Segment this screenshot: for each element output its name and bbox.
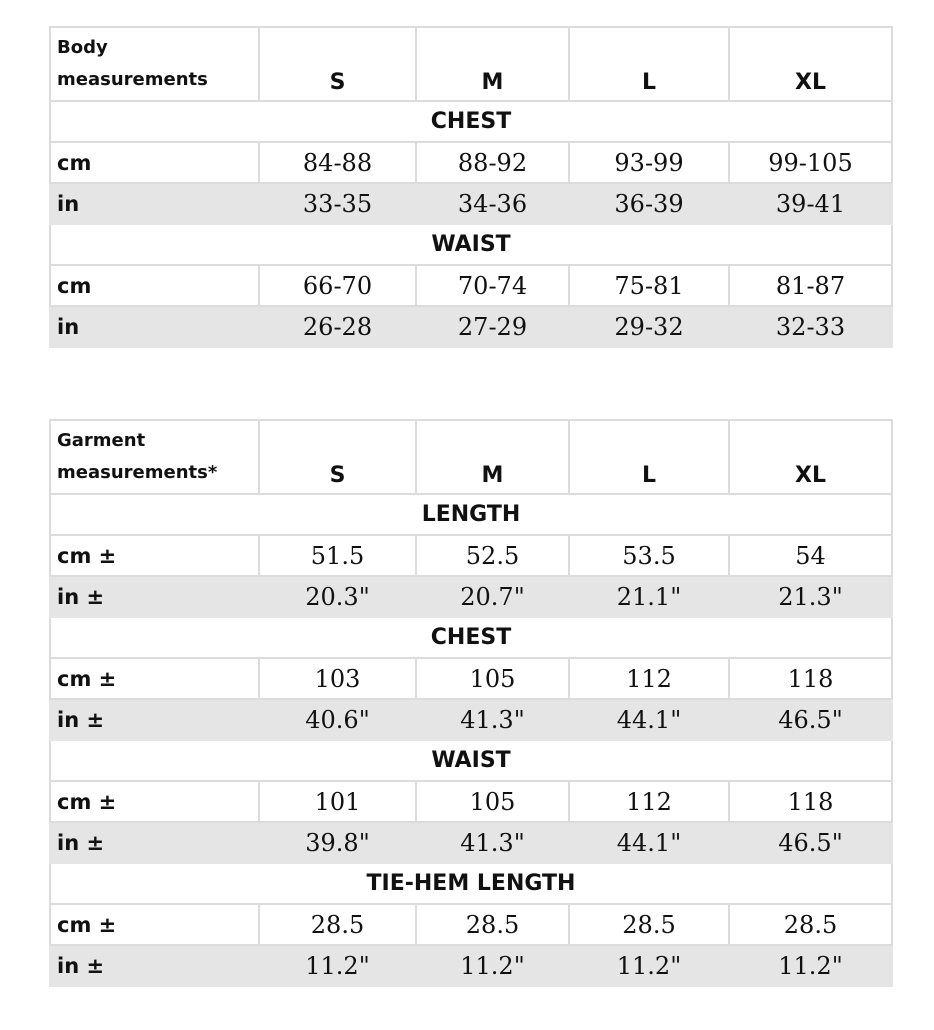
- value-cell: 84-88: [259, 142, 416, 183]
- value-cell: 34-36: [416, 183, 569, 224]
- size-header-s: S: [259, 420, 416, 494]
- size-header-m: M: [416, 27, 569, 101]
- size-header-xl: XL: [729, 27, 892, 101]
- value-cell: 21.3": [729, 576, 892, 617]
- table-row: [50, 822, 892, 863]
- value-cell: 93-99: [569, 142, 729, 183]
- value-cell: 51.5: [259, 535, 416, 576]
- value-cell: 27-29: [416, 306, 569, 347]
- value-cell: 41.3": [416, 822, 569, 863]
- table-row: [50, 535, 892, 576]
- value-cell: 36-39: [569, 183, 729, 224]
- value-cell: 53.5: [569, 535, 729, 576]
- unit-cell: in: [50, 306, 259, 347]
- unit-cell: cm: [50, 142, 259, 183]
- section-row: [50, 494, 892, 535]
- table-row: [50, 265, 892, 306]
- value-cell: 11.2": [729, 945, 892, 986]
- section-title-waist: WAIST: [50, 740, 892, 781]
- value-cell: 103: [259, 658, 416, 699]
- unit-cell: in ±: [50, 699, 259, 740]
- value-cell: 112: [569, 658, 729, 699]
- size-header-s: S: [259, 27, 416, 101]
- unit-cell: in ±: [50, 945, 259, 986]
- value-cell: 46.5": [729, 699, 892, 740]
- table-row: [50, 183, 892, 224]
- table-label-line2: measurements: [57, 69, 208, 90]
- table-row: [50, 781, 892, 822]
- section-title-waist: WAIST: [50, 224, 892, 265]
- unit-cell: in ±: [50, 822, 259, 863]
- value-cell: 11.2": [416, 945, 569, 986]
- value-cell: 105: [416, 658, 569, 699]
- table-label-cell: [50, 420, 259, 494]
- section-row: [50, 101, 892, 142]
- value-cell: 81-87: [729, 265, 892, 306]
- body-measurements-table: [49, 26, 893, 348]
- value-cell: 29-32: [569, 306, 729, 347]
- garment-measurements-table: [49, 419, 893, 987]
- value-cell: 21.1": [569, 576, 729, 617]
- section-row: [50, 617, 892, 658]
- value-cell: 112: [569, 781, 729, 822]
- size-header-m: M: [416, 420, 569, 494]
- value-cell: 88-92: [416, 142, 569, 183]
- section-title-tie-hem-length: TIE-HEM LENGTH: [50, 863, 892, 904]
- size-header-l: L: [569, 420, 729, 494]
- unit-cell: cm ±: [50, 904, 259, 945]
- value-cell: 52.5: [416, 535, 569, 576]
- table-row: [50, 576, 892, 617]
- value-cell: 54: [729, 535, 892, 576]
- value-cell: 118: [729, 658, 892, 699]
- section-title-chest: CHEST: [50, 101, 892, 142]
- value-cell: 33-35: [259, 183, 416, 224]
- value-cell: 41.3": [416, 699, 569, 740]
- value-cell: 118: [729, 781, 892, 822]
- size-header-l: L: [569, 27, 729, 101]
- unit-cell: in ±: [50, 576, 259, 617]
- value-cell: 32-33: [729, 306, 892, 347]
- section-row: [50, 740, 892, 781]
- value-cell: 66-70: [259, 265, 416, 306]
- table-row: [50, 904, 892, 945]
- unit-cell: cm ±: [50, 535, 259, 576]
- value-cell: 39-41: [729, 183, 892, 224]
- section-row: [50, 863, 892, 904]
- table-row: [50, 658, 892, 699]
- section-row: [50, 224, 892, 265]
- value-cell: 26-28: [259, 306, 416, 347]
- unit-cell: cm ±: [50, 658, 259, 699]
- value-cell: 28.5: [569, 904, 729, 945]
- value-cell: 105: [416, 781, 569, 822]
- unit-cell: cm: [50, 265, 259, 306]
- table-row: [50, 142, 892, 183]
- value-cell: 101: [259, 781, 416, 822]
- value-cell: 28.5: [259, 904, 416, 945]
- table-label-line1: Body: [57, 37, 108, 58]
- value-cell: 46.5": [729, 822, 892, 863]
- table-label-line1: Garment: [57, 430, 146, 451]
- table-row: [50, 306, 892, 347]
- value-cell: 44.1": [569, 822, 729, 863]
- value-cell: 28.5: [729, 904, 892, 945]
- value-cell: 44.1": [569, 699, 729, 740]
- table-row: [50, 699, 892, 740]
- size-header-xl: XL: [729, 420, 892, 494]
- value-cell: 20.3": [259, 576, 416, 617]
- table-row: [50, 945, 892, 986]
- table-header-row: [50, 27, 892, 101]
- value-cell: 99-105: [729, 142, 892, 183]
- value-cell: 11.2": [259, 945, 416, 986]
- value-cell: 39.8": [259, 822, 416, 863]
- value-cell: 20.7": [416, 576, 569, 617]
- value-cell: 75-81: [569, 265, 729, 306]
- unit-cell: in: [50, 183, 259, 224]
- value-cell: 28.5: [416, 904, 569, 945]
- value-cell: 40.6": [259, 699, 416, 740]
- table-header-row: [50, 420, 892, 494]
- table-label-line2: measurements*: [57, 462, 218, 483]
- section-title-chest: CHEST: [50, 617, 892, 658]
- unit-cell: cm ±: [50, 781, 259, 822]
- value-cell: 70-74: [416, 265, 569, 306]
- table-label-cell: [50, 27, 259, 101]
- value-cell: 11.2": [569, 945, 729, 986]
- section-title-length: LENGTH: [50, 494, 892, 535]
